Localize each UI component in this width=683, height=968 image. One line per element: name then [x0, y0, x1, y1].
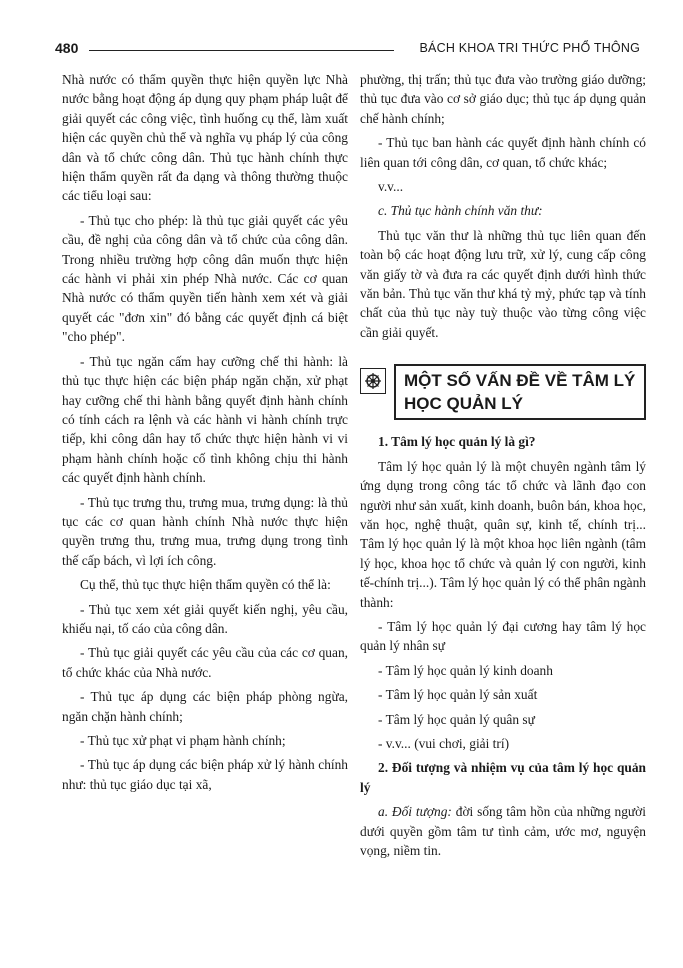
question-heading: 2. Đối tượng và nhiệm vụ của tâm lý học quản lý [360, 760, 646, 795]
paragraph: - Thủ tục giải quyết các yêu cầu của các cơ quan, tổ chức khác của Nhà nước. [62, 645, 348, 680]
paragraph: - Thủ tục xem xét giải quyết kiến nghị, yêu cầu, khiếu nại, tố cáo của công dân. [62, 601, 348, 636]
list-item: - v.v... (vui chơi, giải trí) [378, 735, 510, 751]
list-item: - Tâm lý học quản lý quân sự [378, 711, 535, 727]
paragraph: phường, thị trấn; thủ tục đưa vào trường giáo dưỡng; thủ tục đưa vào cơ sở giáo dục; thủ tục áp dụng quản chế hành chính; [360, 72, 646, 126]
list-item: - Tâm lý học quản lý đại cương hay tâm lý học quản lý nhân sự [360, 618, 646, 654]
list-item: - Tâm lý học quản lý sản xuất [378, 687, 538, 703]
paragraph: Tâm lý học quản lý là một chuyên ngành tâm lý ứng dụng trong công tác tổ chức và lãnh đạo con người như sản xuất, kinh doanh, buôn bán, khoa học, văn học, nghệ thuật, quân sự, kinh tế, chính trị... Tâm lý học quản lý là một khoa học liên ngành (tâm lý học, khoa học tổ chức và quản lý con người, kinh tế-chính trị...). Tâm lý học quản lý có thể phân ngành thành: [360, 458, 646, 610]
paragraph: - Thủ tục áp dụng các biện pháp xử lý hành chính như: thủ tục giáo dục tại xã, [62, 757, 348, 792]
page-number: 480 [55, 40, 79, 56]
section-title: MỘT SỐ VẤN ĐỀ VỀ TÂM LÝ HỌC QUẢN LÝ [394, 364, 646, 420]
paragraph: v.v... [378, 179, 404, 195]
paragraph: Nhà nước có thẩm quyền thực hiện quyền lực Nhà nước bằng hoạt động áp dụng quy phạm pháp luật để giải quyết các công việc, tình huống cụ thể, làm xuất hiện các quyền chủ thể và nghĩa vụ pháp lý của công dân và tổ chức công dân. Thủ tục hành chính thực hiện thẩm quyền rất đa dạng và thông thường thuộc các tiểu loại sau: [62, 72, 348, 204]
book-title: BÁCH KHOA TRI THỨC PHỔ THÔNG [419, 41, 640, 55]
section-heading [360, 364, 646, 420]
paragraph: Cụ thể, thủ tục thực hiện thẩm quyền có thể là: [80, 577, 331, 593]
subsection-label: c. Thủ tục hành chính văn thư: [378, 203, 543, 219]
list-item: - Tâm lý học quản lý kinh doanh [378, 662, 553, 678]
section-ornament-icon [360, 368, 386, 394]
paragraph: - Thủ tục ngăn cấm hay cưỡng chế thi hành: là thủ tục thực hiện các biện pháp ngăn chặn, xử phạt hay cưỡng chế thi hành bằng quyết định hành chính có tính cách ra lệnh và các hành vi hành chính trực tiếp, khi công dân hay tổ chức thực hiện hành vi vi phạm hành chính hoặc cố tình không chịu thi hành các quyết định hành chính. [62, 353, 348, 486]
paragraph: - Thủ tục trưng thu, trưng mua, trưng dụng: là thủ tục các cơ quan hành chính Nhà nước thực hiện quyền trưng thu, trưng mua, trưng dụng trong tình thế cấp bách, vì lợi ích công. [62, 494, 348, 568]
paragraph: - Thủ tục áp dụng các biện pháp phòng ngừa, ngăn chặn hành chính; [62, 689, 348, 724]
paragraph: Thủ tục văn thư là những thủ tục liên quan đến toàn bộ các hoạt động lưu trữ, xử lý, cung cấp công văn giấy tờ và đưa ra các quyết định dưới hình thức văn bản. Thủ tục văn thư khá tỷ mỷ, phức tạp và tính chất của thủ tục này tuỳ thuộc vào từng công việc cần giải quyết. [360, 227, 646, 340]
paragraph [360, 802, 646, 860]
page-header [55, 40, 640, 60]
header-rule [89, 50, 394, 51]
paragraph: - Thủ tục cho phép: là thủ tục giải quyết các yêu cầu, đề nghị của công dân và tổ chức của công dân. Trong nhiều trường hợp công dân muốn thực hiện các hành vi phải xin phép Nhà nước. Các cơ quan Nhà nước có thẩm quyền tiến hành xem xét và giải quyết các "đơn xin" đó bằng các quyết định cá biệt "cho phép". [62, 212, 348, 345]
paragraph: - Thủ tục ban hành các quyết định hành chính có liên quan tới công dân, cơ quan, tổ chức khác; [360, 135, 646, 170]
term-label: a. Đối tượng: [378, 804, 452, 820]
right-column [360, 70, 646, 860]
paragraph: - Thủ tục xử phạt vi phạm hành chính; [80, 733, 286, 748]
term-text: đời sống tâm hồn của những người dưới quyền gồm tâm tư tình cảm, ước mơ, nguyện vọng, niềm tin. [360, 804, 646, 858]
question-heading: 1. Tâm lý học quản lý là gì? [378, 434, 536, 450]
left-column [62, 70, 348, 794]
